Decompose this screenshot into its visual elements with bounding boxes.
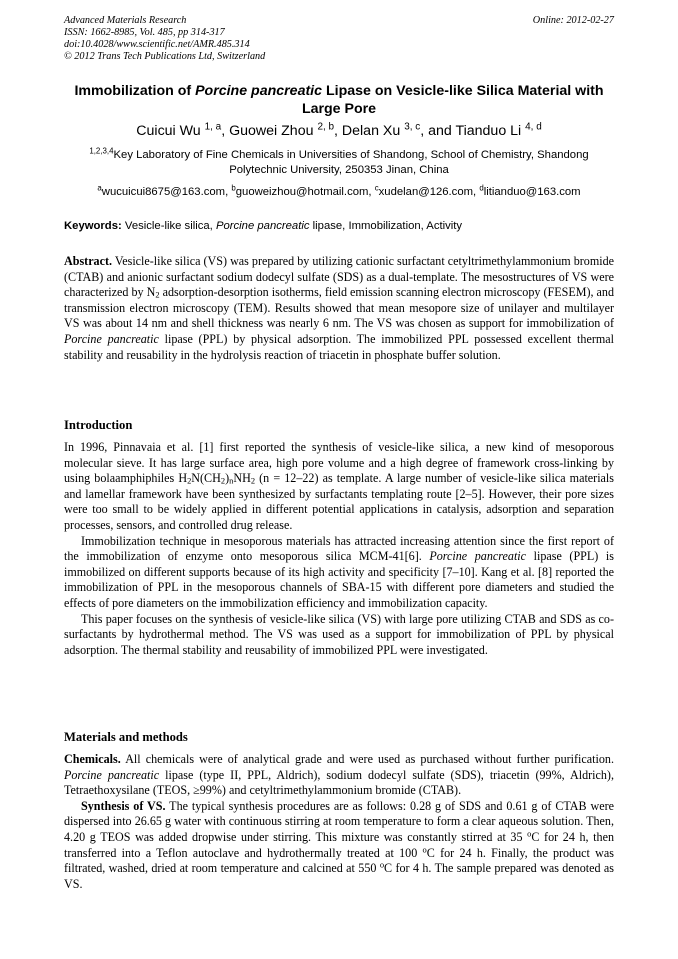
email-link[interactable]: wucuicui8675@163.com	[101, 186, 226, 198]
paragraph: Chemicals. All chemicals were of analytical grade and were used as purchased without further purification. Porcine pancreatic lipase (type II, PPL, Aldrich), sodium dodecyl sulfate (SDS), triacetin (99%, Aldrich), Tetraethoxysilane (TEOS, ≥99%) and cetyltrimethylammonium bromide (CTAB).	[64, 752, 614, 798]
author-list: Cuicui Wu $^{1, a}$, Guowei Zhou $^{2, b}$, Delan Xu $^{3, c}$, and Tianduo Li $^{4, d}$	[136, 121, 542, 139]
affiliation: $^{1,2,3,4}$Key Laboratory of Fine Chemicals in Universities of Shandong, School of Chemistry, Shandong Polytechnic University, 250353 Jinan, China	[89, 146, 589, 176]
section-heading-materials-methods: Materials and methods	[64, 730, 188, 744]
methods-body	[64, 752, 614, 892]
author: Guowei Zhou $^{2, b}$	[229, 121, 334, 139]
paragraph: Synthesis of VS. The typical synthesis procedures are as follows: 0.28 g of SDS and 0.61 g of CTAB were dispersed into 26.65 g water with continuous stirring at room temperature to form a clear aqueous solution. Then, 4.20 g TEOS was added dropwise under stirring. This mixture was constantly stirred at 35 $^o$C for 24 h, then transferred into a Teflon autoclave and hydrothermally treated at 100 $^o$C for 24 h. Finally, the product was filtrated, washed, dried at room temperature and calcined at 550 $^o$C for 4 h. The sample prepared was denoted as VS.	[64, 798, 614, 891]
title-part: Lipase on Vesicle-like Silica Material with Large Pore	[301, 83, 604, 117]
copyright-line: © 2012 Trans Tech Publications Ltd, Switzerland	[64, 51, 266, 62]
introduction-body	[64, 440, 614, 658]
journal-header	[64, 15, 614, 63]
abstract: Abstract. Vesicle-like silica (VS) was prepared by utilizing cationic surfactant cetyltrimethylammonium bromide (CTAB) and anionic surfactant sodium dodecyl sulfate (SDS) as a dual-template. The mesostructures of VS were characterized by $N_2$ adsorption-desorption isotherms, field emission scanning electron microscopy (FESEM), and transmission electron microscopy (TEM). Results showed that mean mesopore size of unilayer and multilayer VS was about 14 nm and shell thickness was nearly 6 nm. The VS was chosen as support for immobilization of Porcine pancreatic lipase (PPL) by physical adsorption. The immobilized PPL possessed excellent thermal stability and reusability in the hydrolysis reaction of triacetin in phosphate buffer solution.	[64, 254, 615, 362]
email-link[interactable]: guoweizhou@hotmail.com	[235, 186, 369, 198]
email-link[interactable]: xudelan@126.com	[378, 186, 474, 198]
author: Cuicui Wu $^{1, a}$	[136, 121, 222, 139]
online-date: Online: 2012-02-27	[532, 15, 614, 26]
author: Delan Xu $^{3, c}$	[341, 121, 421, 139]
author: Tianduo Li $^{4, d}$	[455, 121, 542, 139]
email-list: $^a$wucuicui8675@163.com, $^b$guoweizhou@hotmail.com, $^c$xudelan@126.com, $^d$litianduo@163.com	[97, 183, 581, 198]
paper-title	[64, 82, 614, 118]
paragraph: In 1996, Pinnavaia et al. [1] first reported the synthesis of vesicle-like silica, a new kind of mesoporous molecular sieve. It has large surface area, high pore volume and a high degree of framework cross-linking by using bolaamphiphiles $H_2N(CH_2)_nNH_2$ (n = 12–22) as template. A large number of vesicle-like silica materials and lamellar framework have been synthesized by surfactants templating route [2–5]. However, their pore sizes were too small to be widely applied in different potential applications in catalysis, adsorption and separation processes, sensors, and controlled drug release.	[64, 440, 614, 532]
doi-line: doi:10.4028/www.scientific.net/AMR.485.314	[64, 39, 250, 50]
title-italic: Porcine pancreatic	[195, 83, 323, 99]
title-part: Immobilization of	[74, 83, 196, 99]
abstract-label: Abstract.	[64, 254, 113, 268]
paragraph: This paper focuses on the synthesis of vesicle-like silica (VS) with large pore utilizing CTAB and SDS as co-surfactants by hydrothermal method. The VS was used as a support for immobilization of PPL by physical adsorption. The thermal stability and reusability of immobilized PPL were investigated.	[64, 611, 614, 657]
email-link[interactable]: litianduo@163.com	[483, 186, 581, 198]
section-heading-introduction: Introduction	[64, 418, 133, 432]
keywords: Keywords: Vesicle-like silica, Porcine pancreatic lipase, Immobilization, Activity	[64, 220, 463, 232]
issn-line: ISSN: 1662-8985, Vol. 485, pp 314-317	[64, 27, 225, 38]
journal-name: Advanced Materials Research	[64, 15, 187, 26]
paragraph: Immobilization technique in mesoporous materials has attracted increasing attention since the first report of the immobilization of enzyme onto mesoporous silica MCM-41[6]. Porcine pancreatic lipase (PPL) is immobilized on different supports because of its high activity and specificity [7–10]. Kang et al. [8] reported the immobilization of PPL in the mesoporous channels of SBA-15 with different pore diameters and studied the effects of pore diameters on the immobilization efficiency and immobilization capacity.	[64, 533, 614, 610]
keywords-label: Keywords:	[64, 220, 122, 232]
